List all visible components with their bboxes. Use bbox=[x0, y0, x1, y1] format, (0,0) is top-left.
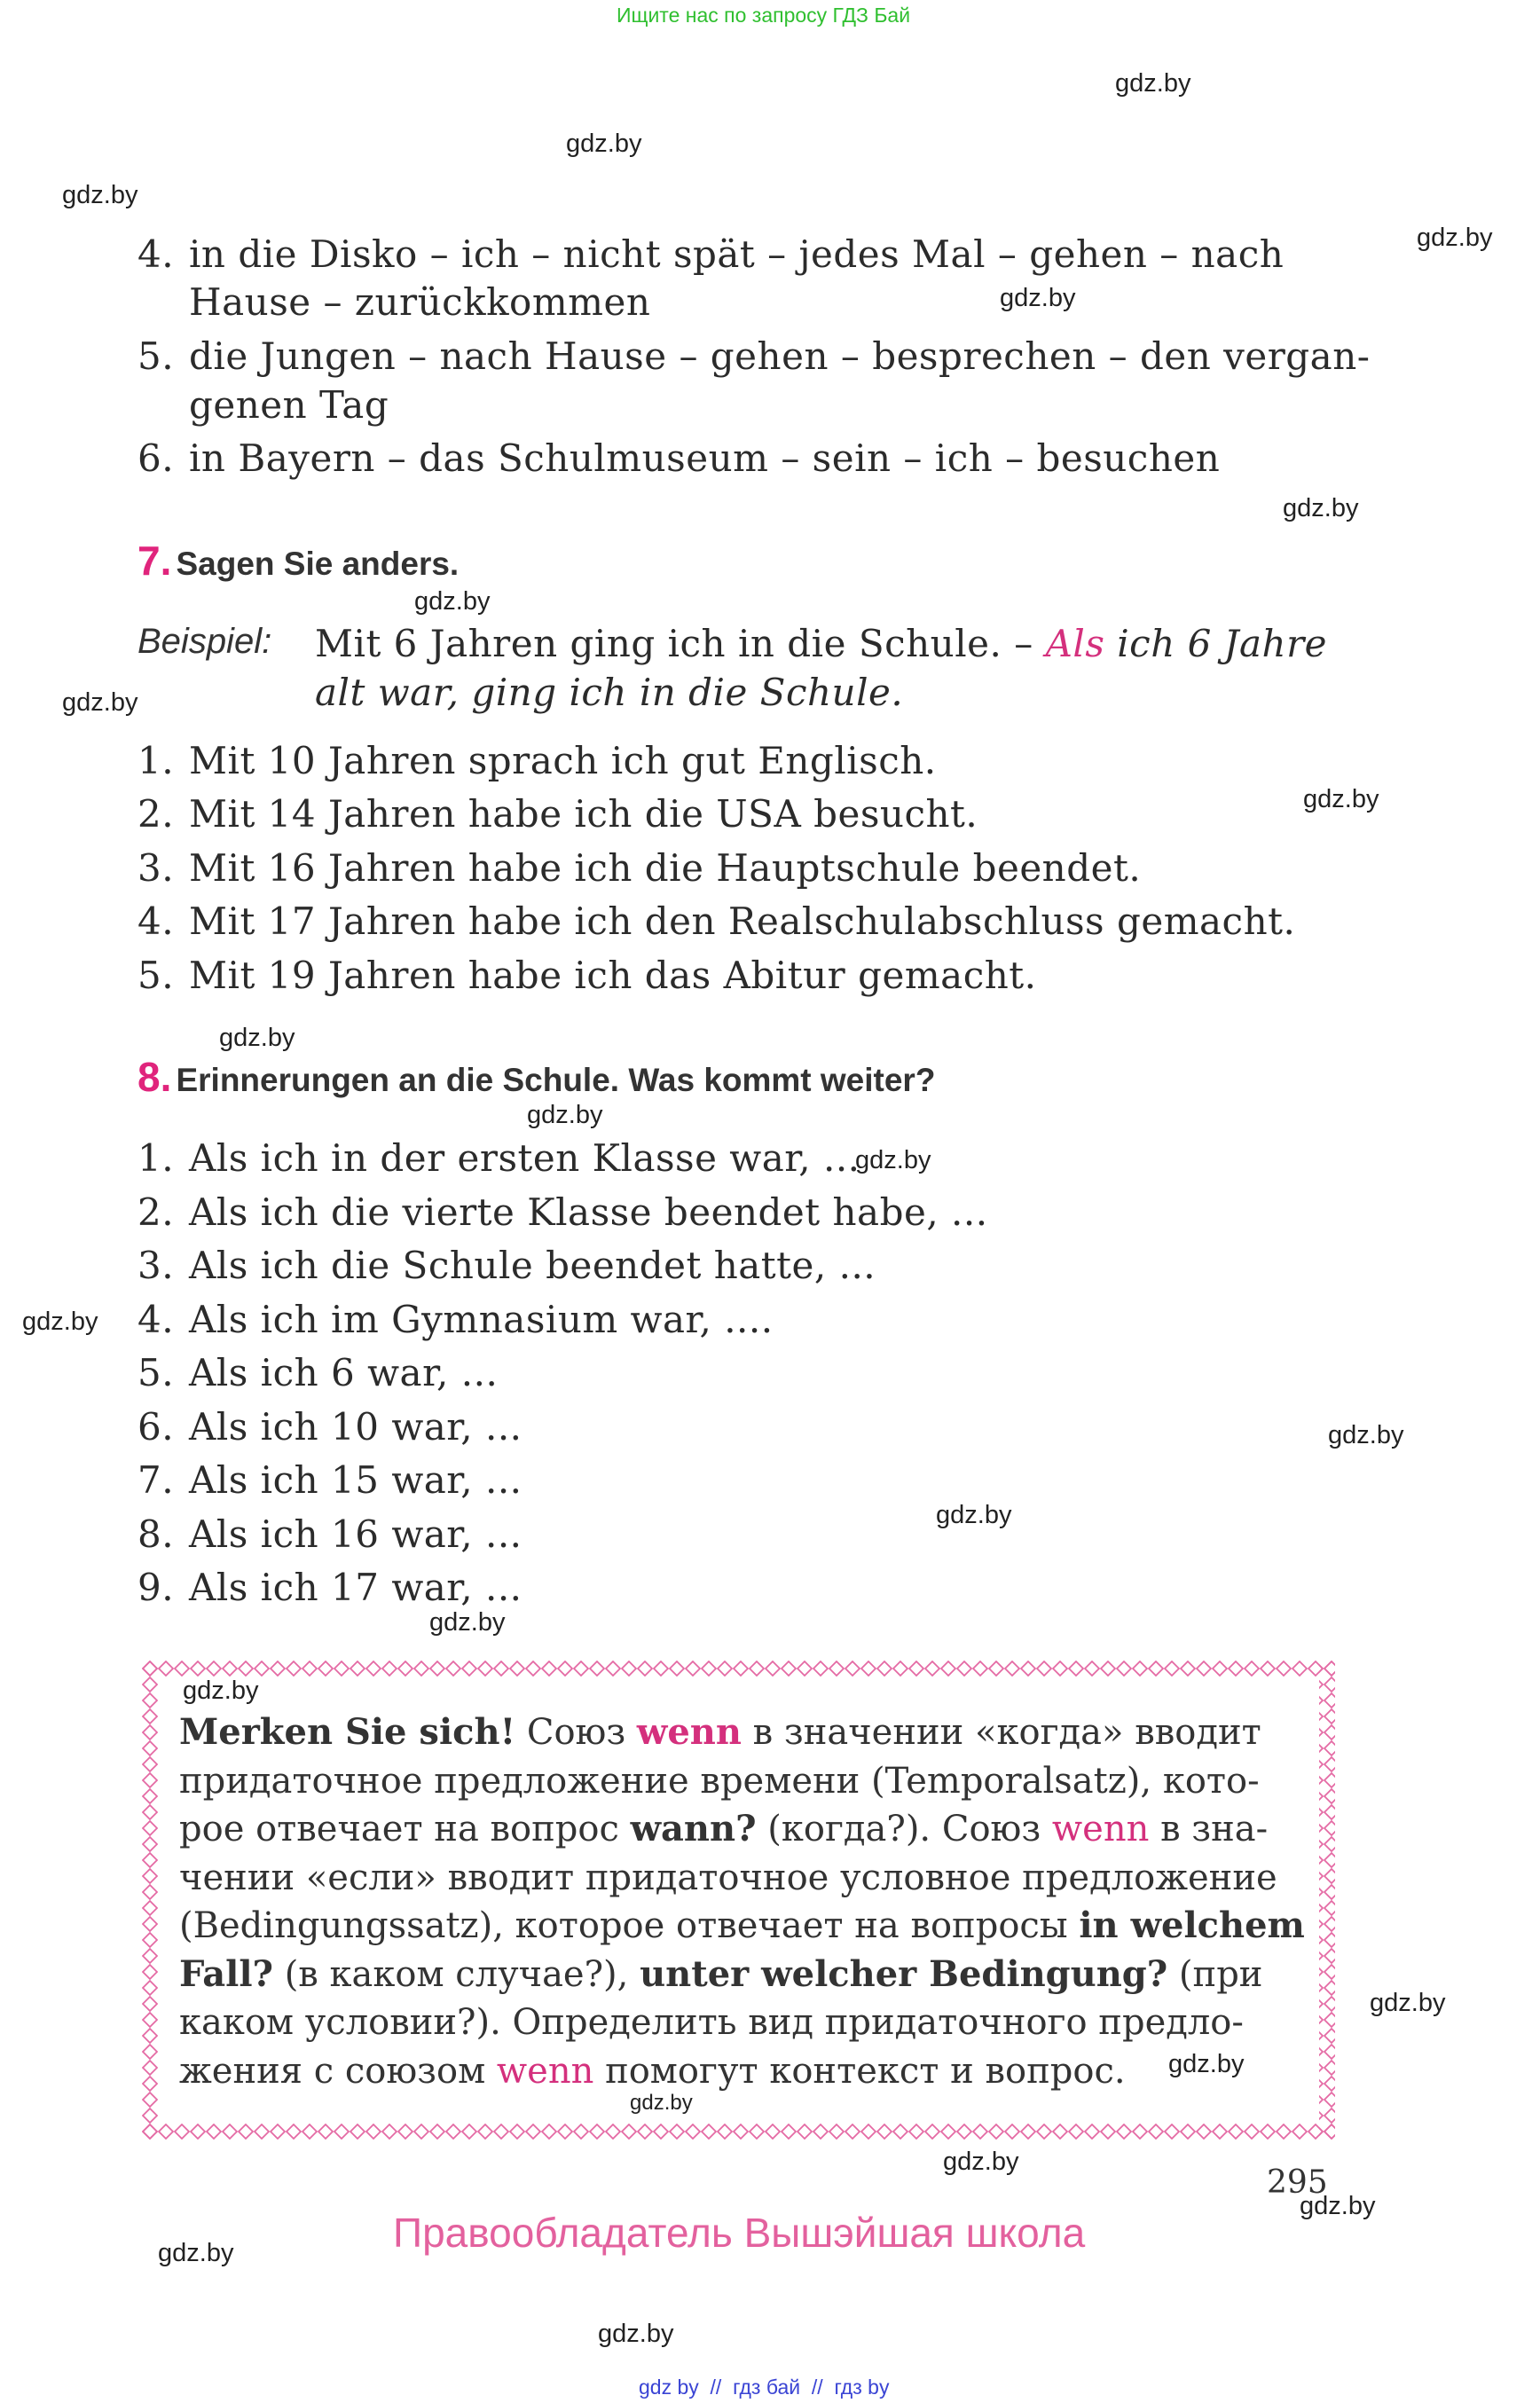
list-item-continuation: genen Tag bbox=[189, 383, 389, 427]
top-note: Ищите нас по запросу ГДЗ Бай bbox=[617, 4, 911, 27]
list-item: 3. Als ich die Schule beendet hatte, ... bbox=[138, 1244, 876, 1287]
watermark: gdz.by bbox=[62, 688, 138, 717]
beispiel-label: Beispiel: bbox=[138, 622, 272, 661]
list-item: 9. Als ich 17 war, ... bbox=[138, 1566, 522, 1609]
list-item: 6. in Bayern – das Schulmuseum – sein – ich – besuchen bbox=[138, 436, 1221, 480]
exercise-number: 7. bbox=[138, 538, 172, 584]
list-item: 7. Als ich 15 war, ... bbox=[138, 1458, 522, 1502]
rule-text: Merken Sie sich! Союз wenn в значении «когда» вводит придаточное предложение времени (Temporalsatz), кото- рое отвечает на вопрос wann? (когда?). Союз wenn в зна- чении «если» вводит придаточное условное предложение (Bedingungssatz), которое отвечает на вопросы in welchem Fall? (в каком случае?), unter welcher Bedingung? (при каком условии?). Определить вид придаточного предло- жения с союзом wenn помогут контекст и вопрос. bbox=[179, 1711, 1305, 2092]
list-item: 2. Als ich die vierte Klasse beendet habe, ... bbox=[138, 1190, 988, 1234]
watermark: gdz.by bbox=[414, 587, 491, 616]
watermark: gdz.by bbox=[630, 2091, 693, 2115]
watermark: gdz.by bbox=[1370, 1989, 1446, 2017]
watermark: gdz.by bbox=[1417, 224, 1493, 252]
list-item: 5. Mit 19 Jahren habe ich das Abitur gemacht. bbox=[138, 954, 1037, 997]
list-item: 3. Mit 16 Jahren habe ich die Hauptschule beendet. bbox=[138, 846, 1142, 890]
watermark: gdz.by bbox=[1000, 284, 1076, 312]
list-item: 4. in die Disko – ich – nicht spät – jedes Mal – gehen – nach bbox=[138, 232, 1285, 276]
watermark: gdz.by bbox=[936, 1501, 1012, 1529]
list-item: 4. Als ich im Gymnasium war, .... bbox=[138, 1298, 774, 1341]
list-item: 5. Als ich 6 war, ... bbox=[138, 1351, 499, 1394]
watermark: gdz.by bbox=[22, 1308, 98, 1336]
beispiel-line-2: alt war, ging ich in die Schule. bbox=[315, 671, 904, 714]
watermark: gdz.by bbox=[1168, 2050, 1245, 2078]
watermark: gdz.by bbox=[183, 1677, 259, 1705]
watermark: gdz.by bbox=[429, 1608, 506, 1637]
watermark: gdz.by bbox=[527, 1101, 603, 1129]
watermark: gdz.by bbox=[158, 2239, 234, 2267]
watermark: gdz.by bbox=[1328, 1421, 1404, 1449]
beispiel-line-1: Mit 6 Jahren ging ich in die Schule. – Als ich 6 Jahre bbox=[315, 622, 1328, 665]
rule-box bbox=[142, 1661, 1335, 2140]
watermark: gdz.by bbox=[855, 1146, 931, 1174]
exercise-7-heading bbox=[138, 537, 459, 585]
watermark: gdz.by bbox=[1303, 785, 1379, 813]
list-item: 4. Mit 17 Jahren habe ich den Realschulabschluss gemacht. bbox=[138, 899, 1296, 943]
list-item: 5. die Jungen – nach Hause – gehen – besprechen – den vergan- bbox=[138, 334, 1371, 378]
list-item: 2. Mit 14 Jahren habe ich die USA besucht. bbox=[138, 792, 978, 836]
list-item: 8. Als ich 16 war, ... bbox=[138, 1512, 522, 1556]
watermark: gdz.by bbox=[1283, 494, 1359, 522]
exercise-number: 8. bbox=[138, 1054, 172, 1100]
watermark: gdz.by bbox=[598, 2320, 674, 2348]
bottom-links[interactable]: gdz by // гдз бай // гдз by bbox=[639, 2376, 890, 2399]
copyright-owner: Правообладатель Вышэйшая школа bbox=[393, 2210, 1086, 2256]
list-item: 6. Als ich 10 war, ... bbox=[138, 1405, 522, 1449]
watermark: gdz.by bbox=[1115, 69, 1191, 98]
watermark: gdz.by bbox=[219, 1024, 295, 1052]
exercise-8-heading bbox=[138, 1053, 935, 1101]
list-item: 1. Mit 10 Jahren sprach ich gut Englisch. bbox=[138, 739, 937, 782]
watermark: gdz.by bbox=[1300, 2192, 1376, 2220]
page-number: 295 bbox=[1267, 2164, 1328, 2201]
watermark: gdz.by bbox=[943, 2148, 1019, 2176]
exercise-title: Erinnerungen an die Schule. Was kommt weiter? bbox=[176, 1062, 936, 1098]
list-item: 1. Als ich in der ersten Klasse war, ... bbox=[138, 1136, 860, 1180]
watermark: gdz.by bbox=[62, 181, 138, 209]
watermark: gdz.by bbox=[566, 130, 642, 158]
exercise-title: Sagen Sie anders. bbox=[176, 546, 460, 582]
list-item-continuation: Hause – zurückkommen bbox=[189, 280, 651, 324]
